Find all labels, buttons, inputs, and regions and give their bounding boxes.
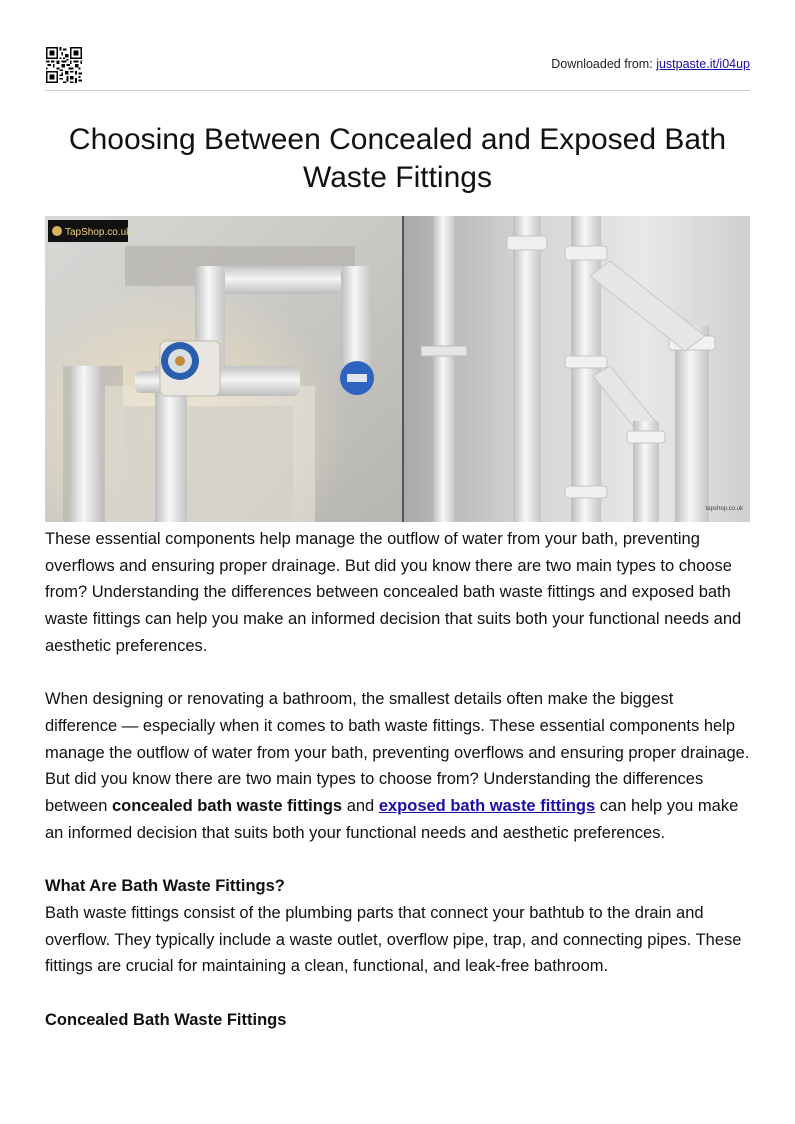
- page-title: Choosing Between Concealed and Exposed Bath Waste Fittings: [68, 123, 727, 194]
- heading-concealed: Concealed Bath Waste Fittings: [45, 1010, 287, 1029]
- overview-text: When designing or renovating a bathroom, the smallest details often make the biggest difference — especially when it comes to bath waste fittings. These essential components help manage the outflow of water from your bath, preventing overflows and ensuring proper drainage. But did you know there are two main types to choose from? Understanding the differences between: [45, 690, 750, 816]
- download-label: Downloaded from:: [551, 57, 653, 71]
- exposed-fittings-link[interactable]: exposed bath waste fittings: [378, 797, 596, 816]
- heading-what-are: What Are Bath Waste Fittings?: [45, 877, 285, 896]
- qr-code-icon: [46, 47, 82, 83]
- paragraph-overview: [45, 686, 750, 846]
- hero-logo: TapShop.co.uk: [65, 227, 132, 238]
- paragraph-what: Bath waste fittings consist of the plumbing parts that connect your bathtub to the drain and overflow. They typically include a waste outlet, overflow pipe, trap, and connecting pipes. These fittings are crucial for maintaining a clean, functional, and leak-free bathroom.: [45, 903, 742, 976]
- concealed-bold: concealed bath waste fittings: [111, 797, 343, 816]
- hero-image: [45, 216, 750, 522]
- overview-text-end: can help you make an informed decision that suits both your functional needs and aesthetic preferences.: [45, 797, 739, 842]
- overview-and: and: [342, 797, 379, 816]
- header-divider: [45, 90, 750, 91]
- section-what: [45, 873, 750, 980]
- article-body: [45, 526, 750, 1033]
- download-source: [551, 57, 750, 71]
- source-link[interactable]: justpaste.it/i04up: [656, 57, 750, 71]
- hero-watermark: tapshop.co.uk: [705, 506, 743, 512]
- paragraph-intro: These essential components help manage the outflow of water from your bath, preventing overflows and ensuring proper drainage. But did you know there are two main types to choose from? Understanding the differences between concealed bath waste fittings and exposed bath waste fittings can help you make an informed decision that suits both your functional needs and aesthetic preferences.: [45, 530, 742, 655]
